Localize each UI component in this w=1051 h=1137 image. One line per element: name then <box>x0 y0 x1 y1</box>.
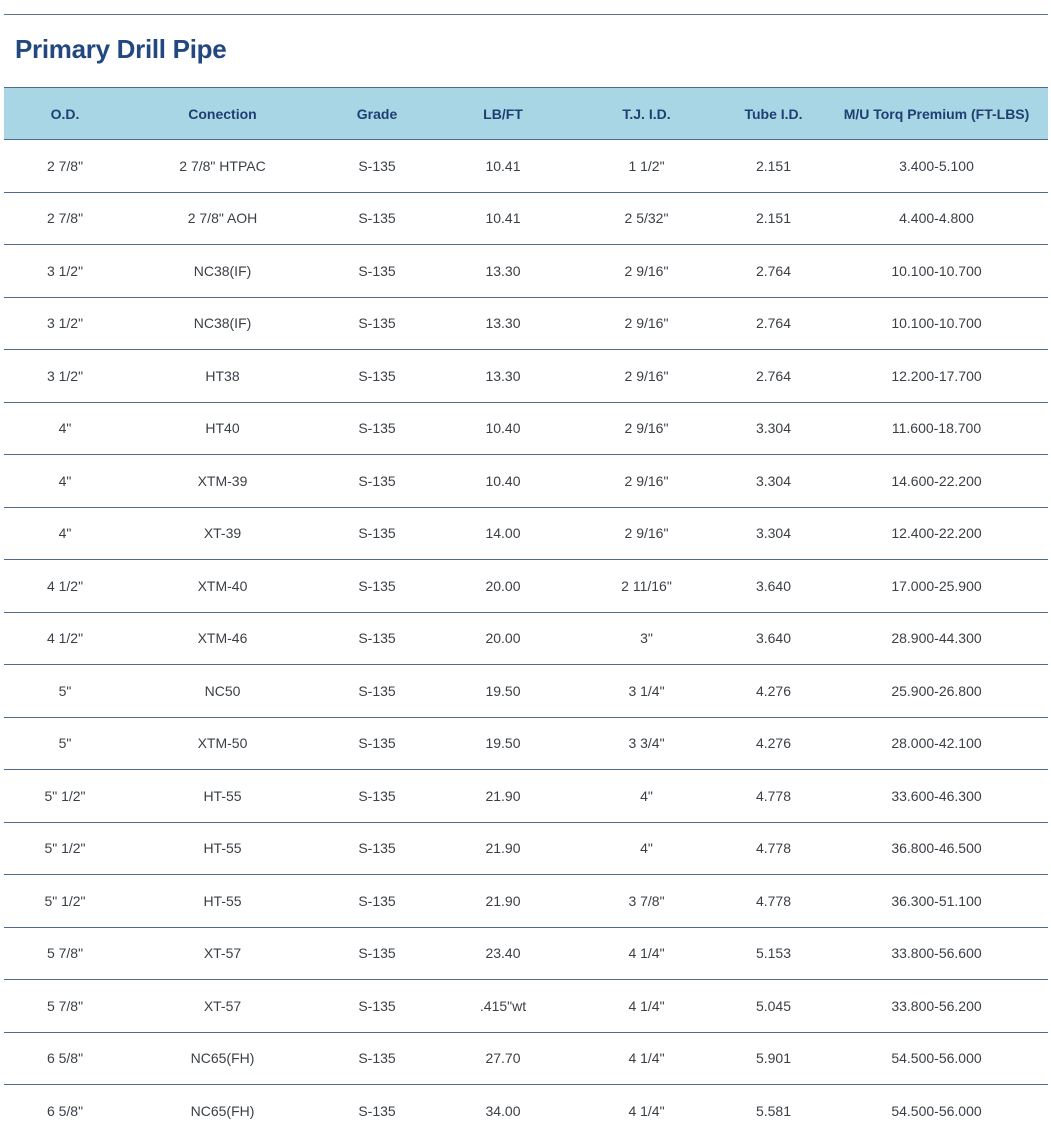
table-row <box>4 297 1048 350</box>
grade-cell: S-135 <box>319 297 435 350</box>
tj-id-cell: 4 1/4" <box>571 980 722 1033</box>
tube-id-cell: 5.581 <box>722 1085 825 1137</box>
tj-id-cell: 4 1/4" <box>571 1085 722 1137</box>
tj-id-cell: 2 9/16" <box>571 350 722 403</box>
od-cell: 4 1/2" <box>4 560 126 613</box>
page-title: Primary Drill Pipe <box>15 30 226 68</box>
lb-ft-cell: 27.70 <box>435 1032 571 1085</box>
table-row <box>4 402 1048 455</box>
tube-id-cell: 4.276 <box>722 665 825 718</box>
mu-torque-cell: 25.900-26.800 <box>825 665 1048 718</box>
od-cell: 5 7/8" <box>4 927 126 980</box>
od-cell: 2 7/8" <box>4 192 126 245</box>
mu-torque-cell: 11.600-18.700 <box>825 402 1048 455</box>
connection-cell: XTM-39 <box>126 455 319 508</box>
column-header-connection: Conection <box>126 88 319 140</box>
od-cell: 3 1/2" <box>4 245 126 298</box>
mu-torque-cell: 36.300-51.100 <box>825 875 1048 928</box>
lb-ft-cell: 10.41 <box>435 192 571 245</box>
mu-torque-cell: 28.000-42.100 <box>825 717 1048 770</box>
grade-cell: S-135 <box>319 245 435 298</box>
connection-cell: XT-57 <box>126 927 319 980</box>
tj-id-cell: 4 1/4" <box>571 927 722 980</box>
od-cell: 5 7/8" <box>4 980 126 1033</box>
od-cell: 6 5/8" <box>4 1085 126 1137</box>
tj-id-cell: 4 1/4" <box>571 1032 722 1085</box>
tj-id-cell: 3 1/4" <box>571 665 722 718</box>
tube-id-cell: 3.640 <box>722 612 825 665</box>
grade-cell: S-135 <box>319 770 435 823</box>
connection-cell: HT-55 <box>126 770 319 823</box>
od-cell: 6 5/8" <box>4 1032 126 1085</box>
lb-ft-cell: 13.30 <box>435 297 571 350</box>
tube-id-cell: 4.778 <box>722 822 825 875</box>
grade-cell: S-135 <box>319 927 435 980</box>
connection-cell: XT-39 <box>126 507 319 560</box>
od-cell: 4" <box>4 455 126 508</box>
table-row <box>4 980 1048 1033</box>
connection-cell: 2 7/8" HTPAC <box>126 140 319 193</box>
table-row <box>4 665 1048 718</box>
connection-cell: NC65(FH) <box>126 1085 319 1137</box>
tube-id-cell: 5.153 <box>722 927 825 980</box>
lb-ft-cell: 21.90 <box>435 822 571 875</box>
table-row <box>4 350 1048 403</box>
mu-torque-cell: 33.800-56.200 <box>825 980 1048 1033</box>
od-cell: 5" 1/2" <box>4 770 126 823</box>
lb-ft-cell: 19.50 <box>435 665 571 718</box>
lb-ft-cell: 20.00 <box>435 612 571 665</box>
od-cell: 5" <box>4 717 126 770</box>
tube-id-cell: 3.304 <box>722 507 825 560</box>
tube-id-cell: 5.901 <box>722 1032 825 1085</box>
grade-cell: S-135 <box>319 875 435 928</box>
tj-id-cell: 3 3/4" <box>571 717 722 770</box>
connection-cell: HT38 <box>126 350 319 403</box>
column-header-tube-id: Tube I.D. <box>722 88 825 140</box>
table-body <box>4 140 1048 1137</box>
tube-id-cell: 2.764 <box>722 350 825 403</box>
mu-torque-cell: 54.500-56.000 <box>825 1085 1048 1137</box>
connection-cell: HT-55 <box>126 822 319 875</box>
lb-ft-cell: 34.00 <box>435 1085 571 1137</box>
tj-id-cell: 4" <box>571 822 722 875</box>
tj-id-cell: 2 11/16" <box>571 560 722 613</box>
top-divider <box>4 14 1048 15</box>
mu-torque-cell: 10.100-10.700 <box>825 245 1048 298</box>
mu-torque-cell: 3.400-5.100 <box>825 140 1048 193</box>
grade-cell: S-135 <box>319 402 435 455</box>
tj-id-cell: 2 9/16" <box>571 297 722 350</box>
tj-id-cell: 2 5/32" <box>571 192 722 245</box>
grade-cell: S-135 <box>319 507 435 560</box>
table-row <box>4 927 1048 980</box>
connection-cell: XTM-40 <box>126 560 319 613</box>
od-cell: 5" 1/2" <box>4 875 126 928</box>
tube-id-cell: 2.151 <box>722 140 825 193</box>
tube-id-cell: 4.276 <box>722 717 825 770</box>
grade-cell: S-135 <box>319 192 435 245</box>
column-header-lb-ft: LB/FT <box>435 88 571 140</box>
mu-torque-cell: 33.600-46.300 <box>825 770 1048 823</box>
tj-id-cell: 3 7/8" <box>571 875 722 928</box>
connection-cell: HT-55 <box>126 875 319 928</box>
tj-id-cell: 3" <box>571 612 722 665</box>
tj-id-cell: 2 9/16" <box>571 507 722 560</box>
grade-cell: S-135 <box>319 822 435 875</box>
tj-id-cell: 2 9/16" <box>571 245 722 298</box>
mu-torque-cell: 12.400-22.200 <box>825 507 1048 560</box>
connection-cell: XTM-50 <box>126 717 319 770</box>
od-cell: 2 7/8" <box>4 140 126 193</box>
grade-cell: S-135 <box>319 717 435 770</box>
lb-ft-cell: 23.40 <box>435 927 571 980</box>
table-row <box>4 245 1048 298</box>
table-row <box>4 770 1048 823</box>
tj-id-cell: 4" <box>571 770 722 823</box>
connection-cell: XT-57 <box>126 980 319 1033</box>
od-cell: 4" <box>4 402 126 455</box>
tube-id-cell: 3.304 <box>722 455 825 508</box>
column-header-tj-id: T.J. I.D. <box>571 88 722 140</box>
mu-torque-cell: 33.800-56.600 <box>825 927 1048 980</box>
lb-ft-cell: 19.50 <box>435 717 571 770</box>
table-row <box>4 875 1048 928</box>
table-row <box>4 717 1048 770</box>
grade-cell: S-135 <box>319 350 435 403</box>
connection-cell: NC50 <box>126 665 319 718</box>
mu-torque-cell: 36.800-46.500 <box>825 822 1048 875</box>
connection-cell: NC38(IF) <box>126 297 319 350</box>
od-cell: 4" <box>4 507 126 560</box>
connection-cell: HT40 <box>126 402 319 455</box>
grade-cell: S-135 <box>319 455 435 508</box>
grade-cell: S-135 <box>319 560 435 613</box>
tube-id-cell: 4.778 <box>722 770 825 823</box>
table-row <box>4 507 1048 560</box>
tube-id-cell: 3.304 <box>722 402 825 455</box>
table-header-row <box>4 88 1048 140</box>
lb-ft-cell: 13.30 <box>435 350 571 403</box>
lb-ft-cell: 21.90 <box>435 770 571 823</box>
connection-cell: NC65(FH) <box>126 1032 319 1085</box>
table-row <box>4 140 1048 193</box>
tube-id-cell: 3.640 <box>722 560 825 613</box>
lb-ft-cell: 10.41 <box>435 140 571 193</box>
mu-torque-cell: 54.500-56.000 <box>825 1032 1048 1085</box>
mu-torque-cell: 28.900-44.300 <box>825 612 1048 665</box>
lb-ft-cell: 20.00 <box>435 560 571 613</box>
grade-cell: S-135 <box>319 980 435 1033</box>
lb-ft-cell: .415"wt <box>435 980 571 1033</box>
lb-ft-cell: 14.00 <box>435 507 571 560</box>
mu-torque-cell: 17.000-25.900 <box>825 560 1048 613</box>
tube-id-cell: 4.778 <box>722 875 825 928</box>
grade-cell: S-135 <box>319 1085 435 1137</box>
lb-ft-cell: 13.30 <box>435 245 571 298</box>
mu-torque-cell: 4.400-4.800 <box>825 192 1048 245</box>
table-row <box>4 455 1048 508</box>
table-row <box>4 822 1048 875</box>
column-header-mu-torque: M/U Torq Premium (FT-LBS) <box>825 88 1048 140</box>
grade-cell: S-135 <box>319 140 435 193</box>
connection-cell: XTM-46 <box>126 612 319 665</box>
tj-id-cell: 1 1/2" <box>571 140 722 193</box>
od-cell: 3 1/2" <box>4 350 126 403</box>
drill-pipe-table <box>4 87 1048 1137</box>
connection-cell: NC38(IF) <box>126 245 319 298</box>
grade-cell: S-135 <box>319 1032 435 1085</box>
column-header-grade: Grade <box>319 88 435 140</box>
lb-ft-cell: 10.40 <box>435 402 571 455</box>
grade-cell: S-135 <box>319 612 435 665</box>
tj-id-cell: 2 9/16" <box>571 455 722 508</box>
tj-id-cell: 2 9/16" <box>571 402 722 455</box>
od-cell: 4 1/2" <box>4 612 126 665</box>
grade-cell: S-135 <box>319 665 435 718</box>
mu-torque-cell: 10.100-10.700 <box>825 297 1048 350</box>
od-cell: 3 1/2" <box>4 297 126 350</box>
table-row <box>4 192 1048 245</box>
tube-id-cell: 2.151 <box>722 192 825 245</box>
column-header-od: O.D. <box>4 88 126 140</box>
od-cell: 5" <box>4 665 126 718</box>
table-row <box>4 612 1048 665</box>
tube-id-cell: 2.764 <box>722 297 825 350</box>
lb-ft-cell: 10.40 <box>435 455 571 508</box>
table-row <box>4 560 1048 613</box>
tube-id-cell: 2.764 <box>722 245 825 298</box>
mu-torque-cell: 14.600-22.200 <box>825 455 1048 508</box>
mu-torque-cell: 12.200-17.700 <box>825 350 1048 403</box>
connection-cell: 2 7/8" AOH <box>126 192 319 245</box>
tube-id-cell: 5.045 <box>722 980 825 1033</box>
od-cell: 5" 1/2" <box>4 822 126 875</box>
table-row <box>4 1085 1048 1137</box>
table-row <box>4 1032 1048 1085</box>
lb-ft-cell: 21.90 <box>435 875 571 928</box>
